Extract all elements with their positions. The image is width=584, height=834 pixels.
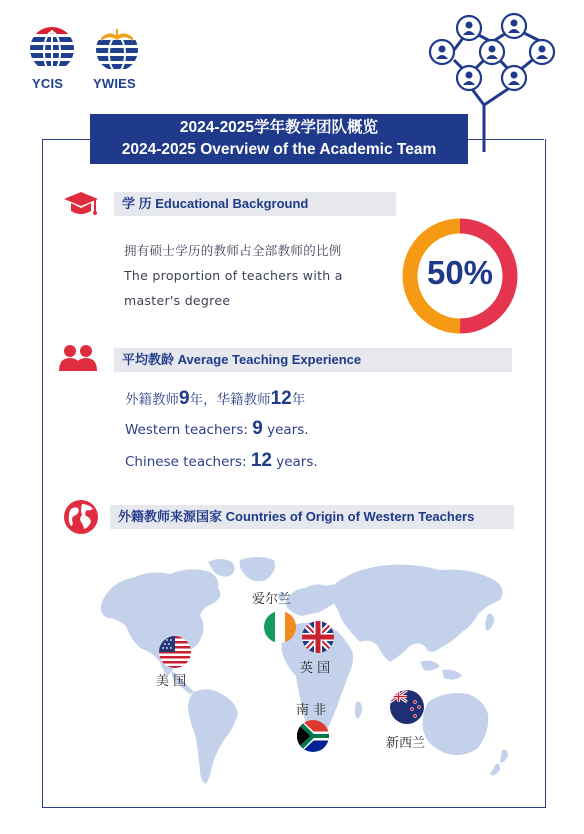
exp-cn-chinese-value: 12 (270, 388, 292, 409)
south-africa-label: 南 非 (296, 703, 327, 718)
ycis-logo (26, 26, 78, 72)
ycis-logo-text: YCIS (32, 76, 64, 91)
graduation-cap-icon (62, 190, 100, 220)
new-zealand-label: 新西兰 (386, 736, 426, 751)
exp-cn-prefix: 外籍教师 (125, 392, 179, 408)
uk-flag-icon (302, 621, 334, 653)
frame-top-left (42, 139, 90, 140)
exp-cn-suffix: 年 (291, 392, 306, 408)
usa-label: 美 国 (156, 674, 187, 689)
teachers-people-icon (58, 344, 98, 372)
experience-line-cn (125, 388, 305, 410)
new-zealand-flag-icon (390, 690, 424, 724)
masters-percent-label: 50% (426, 254, 494, 291)
title-line-cn: 2024-2025学年教学团队概览 (179, 119, 379, 136)
page-title (90, 114, 468, 164)
countries-heading: 外籍教师来源国家 Countries of Origin of Western Teachers (110, 505, 514, 529)
ireland-flag-icon (264, 611, 296, 643)
south-africa-flag-icon (297, 720, 329, 752)
exp-western-value: 9 (252, 418, 263, 439)
education-text-en-2: master's degree (124, 293, 231, 308)
uk-label: 英 国 (300, 661, 331, 676)
education-heading: 学 历 Educational Background (114, 192, 396, 216)
experience-heading: 平均教龄 Average Teaching Experience (114, 348, 512, 372)
experience-line-chinese (125, 450, 318, 472)
exp-chinese-unit: years. (271, 454, 318, 470)
experience-line-western (125, 418, 309, 440)
exp-cn-western-value: 9 (179, 388, 190, 409)
ywies-logo-text: YWIES (93, 76, 136, 91)
exp-western-label: Western teachers: (125, 422, 253, 438)
exp-chinese-label: Chinese teachers: (125, 454, 251, 470)
globe-icon (62, 498, 100, 536)
frame-top-right (468, 139, 544, 140)
education-text-en-1: The proportion of teachers with a (124, 268, 343, 283)
ywies-logo (92, 26, 142, 72)
education-text-cn: 拥有硕士学历的教师占全部教师的比例 (124, 243, 342, 258)
usa-flag-icon (159, 636, 191, 668)
exp-cn-mid: 年，华籍教师 (189, 392, 271, 408)
title-line-en: 2024-2025 Overview of the Academic Team (121, 141, 437, 158)
ireland-label: 爱尔兰 (252, 592, 292, 607)
exp-western-unit: years. (262, 422, 309, 438)
exp-chinese-value: 12 (250, 450, 272, 471)
